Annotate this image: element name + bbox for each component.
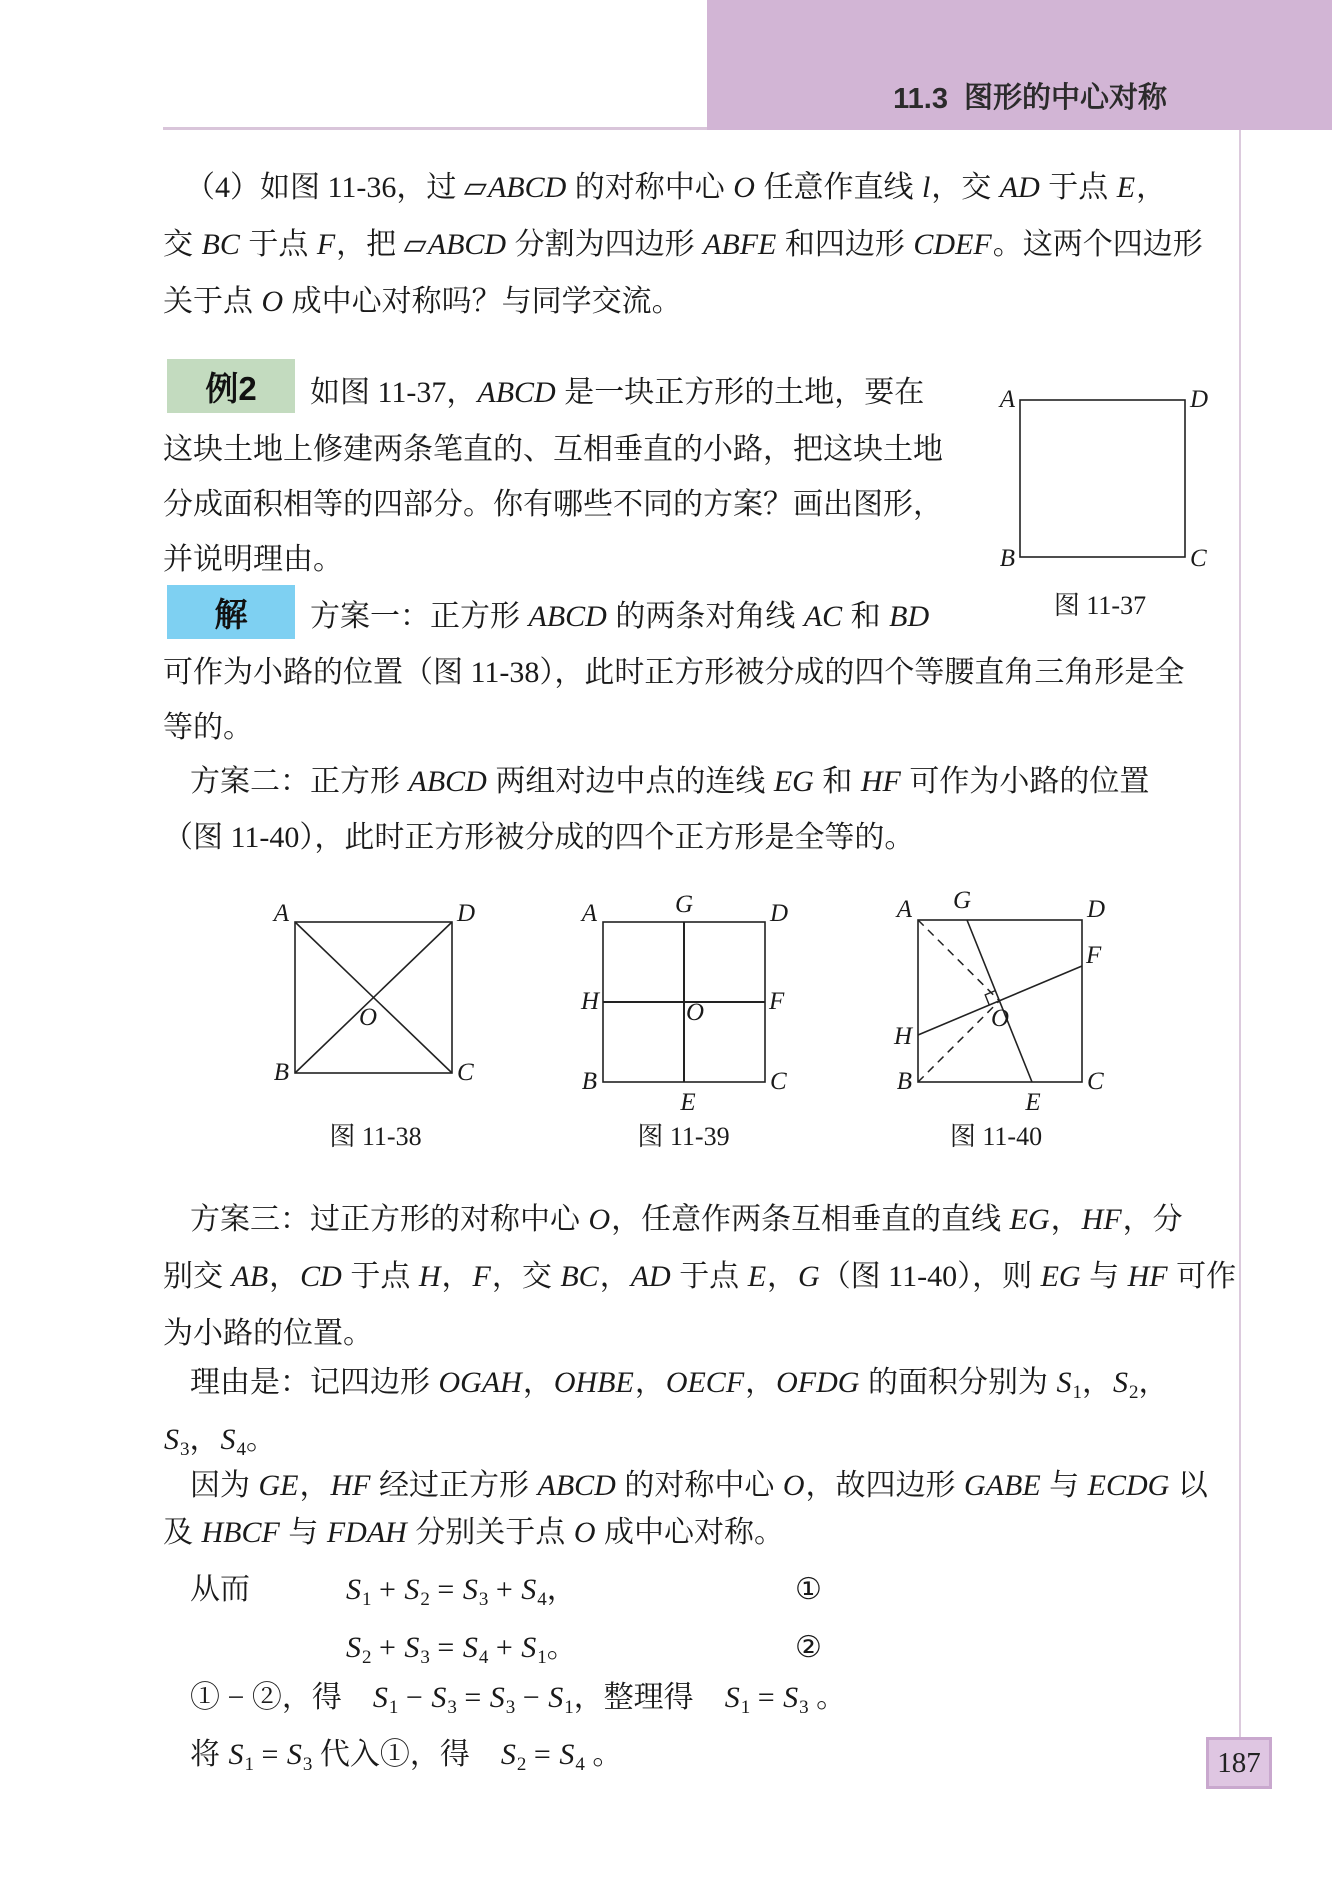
point-label-A: A xyxy=(896,896,912,923)
point-label-A: A xyxy=(581,900,597,927)
equation-2-number: ② xyxy=(795,1631,822,1664)
figure-caption: 图 11-37 xyxy=(1053,591,1147,620)
point-label-E: E xyxy=(1025,1089,1041,1116)
point-label-C: C xyxy=(1190,545,1207,572)
equation-2: $S_2 + S_3 = S_4 + S_1$。 xyxy=(346,1631,577,1668)
point-label-C: C xyxy=(770,1068,787,1095)
text-line: （图 11-40），此时正方形被分成的四个正方形是全等的。 xyxy=(163,821,915,854)
point-label-D: D xyxy=(770,900,789,927)
point-label-E: E xyxy=(680,1089,696,1116)
point-label-H: H xyxy=(893,1023,912,1050)
point-label-B: B xyxy=(896,1068,912,1095)
text-line: 这块土地上修建两条笔直的、互相垂直的小路，把这块土地 xyxy=(163,433,943,466)
point-label-C: C xyxy=(1087,1068,1104,1095)
margin-rule xyxy=(1239,130,1241,1737)
point-label-O: O xyxy=(685,999,705,1026)
section-header xyxy=(707,0,1332,130)
point-label-H: H xyxy=(580,988,599,1015)
page-number-box xyxy=(1206,1737,1272,1789)
point-label-A: A xyxy=(999,386,1015,413)
text-line: 交 BC 于点 F，把 ▱ABCD 分割为四边形 ABFE 和四边形 CDEF。这两个四边形 xyxy=(163,228,1203,261)
text-line: 如图 11-37，ABCD 是一块正方形的土地，要在 xyxy=(310,376,925,409)
figure-11-40 xyxy=(876,868,1116,1118)
point-label-G: G xyxy=(952,887,972,914)
dashed-BO xyxy=(918,1001,999,1082)
equation-intro: 从而 xyxy=(190,1573,250,1606)
point-label-O: O xyxy=(990,1005,1010,1032)
text-line: （4）如图 11-36，过 ▱ABCD 的对称中心 O 任意作直线 l，交 AD 于点 E， xyxy=(185,171,1167,204)
figure-11-39 xyxy=(576,888,791,1123)
point-label-D: D xyxy=(1087,896,1106,923)
text-line: 及 HBCF 与 FDAH 分别关于点 O 成中心对称。 xyxy=(163,1516,784,1549)
equation-1-number: ① xyxy=(795,1573,822,1606)
point-label-F: F xyxy=(1086,942,1102,969)
equation-1: $S_1 + S_2 = S_3 + S_4$， xyxy=(346,1573,577,1610)
text-line: 分成面积相等的四部分。你有哪些不同的方案？画出图形， xyxy=(163,488,943,521)
example-badge: 例2 xyxy=(167,359,295,413)
point-label-G: G xyxy=(674,891,694,918)
text-line: 方案一：正方形 ABCD 的两条对角线 AC 和 BD xyxy=(310,600,930,633)
section-number: 11.3 xyxy=(893,83,948,115)
text-line: 方案二：正方形 ABCD 两组对边中点的连线 EG 和 HF 可作为小路的位置 xyxy=(190,765,1150,798)
figure-11-37 xyxy=(985,375,1215,575)
text-line: 为小路的位置。 xyxy=(163,1317,373,1350)
point-label-F: F xyxy=(769,988,785,1015)
text-line: 等的。 xyxy=(163,711,253,744)
text-line: $S_3$，$S_4$。 xyxy=(164,1423,276,1460)
text-line: 并说明理由。 xyxy=(163,543,343,576)
text-line: ① − ②，得 $S_1 - S_3 = S_3 - S_1$，整理得 $S_1 = S_3$ 。 xyxy=(190,1681,847,1718)
text-line: 理由是：记四边形 OGAH，OHBE，OECF，OFDG 的面积分别为 $S_1$，$S_2$， xyxy=(190,1366,1169,1403)
figure-11-38 xyxy=(268,888,483,1113)
section-title: 图形的中心对称 xyxy=(963,82,1167,114)
point-label-B: B xyxy=(581,1068,597,1095)
point-label-O: O xyxy=(358,1004,378,1031)
page-number: 187 xyxy=(1217,1746,1261,1779)
text-line: 将 $S_1 = S_3$ 代入①，得 $S_2 = S_4$ 。 xyxy=(190,1738,623,1775)
solution-badge: 解 xyxy=(167,585,295,639)
text-line: 别交 AB，CD 于点 H，F，交 BC，AD 于点 E，G（图 11-40），则 EG 与 HF 可作 xyxy=(163,1260,1237,1293)
dashed-AO xyxy=(918,920,999,1001)
point-label-B: B xyxy=(999,545,1015,572)
figure-caption: 图 11-39 xyxy=(637,1122,730,1151)
square-ABCD xyxy=(1020,400,1185,557)
point-label-B: B xyxy=(273,1059,289,1086)
point-label-D: D xyxy=(457,900,476,927)
text-line: 因为 GE，HF 经过正方形 ABCD 的对称中心 O，故四边形 GABE 与 ECDG 以 xyxy=(190,1469,1208,1502)
text-line: 可作为小路的位置（图 11-38），此时正方形被分成的四个等腰直角三角形是全 xyxy=(163,656,1185,689)
point-label-D: D xyxy=(1190,386,1209,413)
point-label-C: C xyxy=(457,1059,474,1086)
text-line: 关于点 O 成中心对称吗？与同学交流。 xyxy=(163,285,682,318)
point-label-A: A xyxy=(273,900,289,927)
text-line: 方案三：过正方形的对称中心 O，任意作两条互相垂直的直线 EG，HF，分 xyxy=(190,1203,1183,1236)
figure-caption: 图 11-40 xyxy=(949,1122,1043,1151)
figure-caption: 图 11-38 xyxy=(329,1122,422,1151)
